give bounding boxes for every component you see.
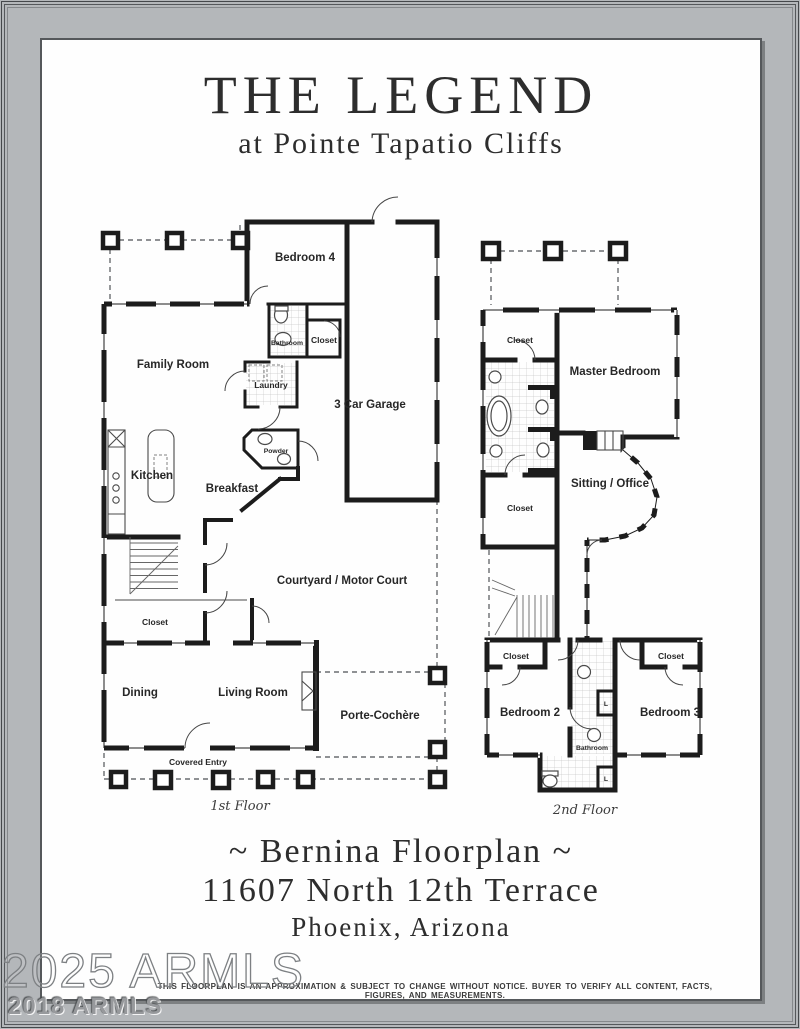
disclaimer-text: THIS FLOORPLAN IS AN APPROXIMATION & SUBJECT TO CHANGE WITHOUT NOTICE. BUYER TO VERIFY ALL CONTENT, FACTS, FIGURES, AND MEASUREMENTS. <box>157 982 713 1000</box>
room-label-bedroom4: Bedroom 4 <box>274 252 336 264</box>
room-label-powder: Powder <box>263 448 289 455</box>
floorplan-name: ~ Bernina Floorplan ~ <box>228 833 574 870</box>
room-label-linen-2: L <box>603 776 609 783</box>
room-label-laundry: Laundry <box>254 380 288 390</box>
second-floor-caption: 2nd Floor <box>552 803 618 818</box>
room-label-closet-bedroom3: Closet <box>658 651 684 661</box>
room-label-kitchen: Kitchen <box>130 470 174 482</box>
room-label-bedroom3: Bedroom 3 <box>639 707 701 719</box>
room-label-closet-master-2: Closet <box>507 503 533 513</box>
room-label-covered-entry: Covered Entry <box>168 757 228 767</box>
room-label-closet-bath: Closet <box>311 335 337 345</box>
room-label-living-room: Living Room <box>218 687 288 699</box>
property-address: 11607 North 12th Terrace <box>202 872 600 909</box>
first-floor-plan <box>95 191 455 803</box>
room-label-closet-bedroom2: Closet <box>503 651 529 661</box>
room-label-master-bedroom: Master Bedroom <box>569 366 661 378</box>
room-label-porte-cochere: Porte-Cochère <box>340 710 420 722</box>
second-floor-stairs <box>492 580 553 638</box>
room-label-sitting-office: Sitting / Office <box>571 478 649 490</box>
plan-subtitle: at Pointe Tapatio Cliffs <box>238 127 564 160</box>
room-label-breakfast: Breakfast <box>205 483 259 495</box>
first-floor-door-arcs <box>185 197 398 748</box>
room-label-bathroom: Bathroom <box>270 340 304 347</box>
room-label-bedroom2: Bedroom 2 <box>499 707 561 719</box>
room-label-dining: Dining <box>122 687 158 699</box>
property-city: Phoenix, Arizona <box>291 912 511 942</box>
room-label-linen-1: L <box>603 701 609 708</box>
first-floor-caption: 1st Floor <box>210 799 270 814</box>
watermark-2025-armls: 2025 ARMLS <box>2 945 305 998</box>
room-label-courtyard: Courtyard / Motor Court <box>276 575 408 587</box>
plan-title: THE LEGEND <box>203 65 599 125</box>
room-label-bathroom2: Bathroom <box>575 745 609 752</box>
first-floor-walls <box>104 222 437 748</box>
watermark-2018-armls: 2018 ARMLS <box>8 993 163 1020</box>
room-label-closet-master-1: Closet <box>507 335 533 345</box>
second-floor-plan <box>470 235 720 820</box>
room-label-garage: 3 Car Garage <box>334 399 406 411</box>
room-label-family-room: Family Room <box>136 359 210 371</box>
room-label-closet-hall: Closet <box>142 617 168 627</box>
